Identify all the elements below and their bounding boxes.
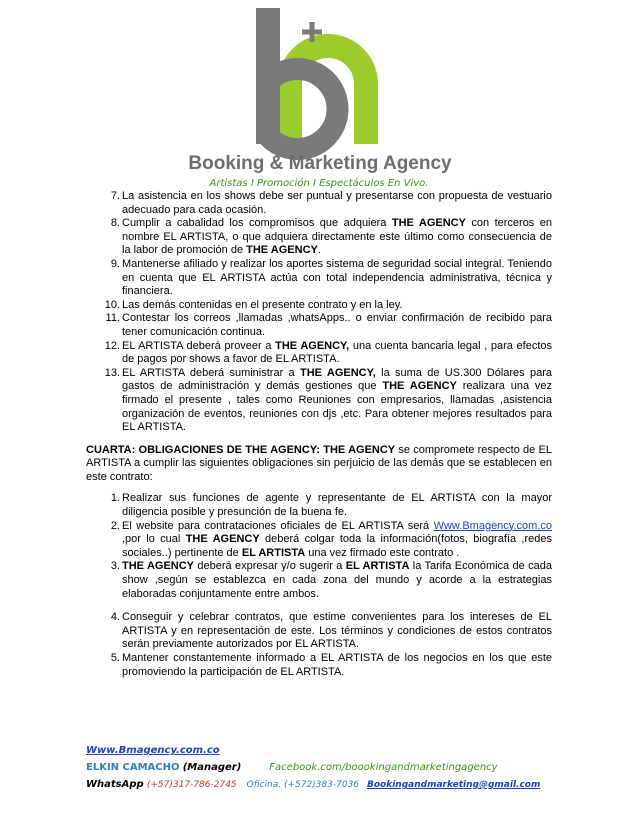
list-item-number: 13. <box>104 366 120 379</box>
footer-whatsapp-number: (+57)317-786-2745 <box>146 780 237 790</box>
list-item <box>86 652 552 679</box>
list-item <box>86 367 552 435</box>
list-item-text: deberá expresar y/o sugerir a <box>194 560 346 573</box>
list-item-number: 7. <box>110 190 120 202</box>
bm-logo-icon <box>170 6 470 176</box>
obligations-list-artist <box>86 190 552 435</box>
footer-line-1 <box>86 742 606 759</box>
list-item-text: EL ARTISTA deberá proveer a <box>122 339 276 352</box>
list-item-text: THE AGENCY <box>391 217 466 230</box>
list-item-text: El website para contrataciones oficiales de EL ARTISTA será <box>122 519 434 532</box>
list-item-text: THE AGENCY <box>185 533 260 546</box>
list-item-number: 11. <box>105 312 120 325</box>
footer-line-3 <box>86 776 606 794</box>
list-item-number: 1. <box>110 492 120 505</box>
list-item-text: Mantener constantemente informado a EL ARTISTA de los negocios en los que este promoviendo la participación de EL ARTISTA. <box>122 652 552 678</box>
list-item-text: la Tarifa Económica de cada show ,según se establezca en cada zona del mundo y acorde a la estrategias elaboradas conjuntamente entre ambos. <box>122 560 552 600</box>
list-item <box>86 217 552 258</box>
list-item-text: . <box>317 244 321 257</box>
list-item-text: una cuenta bancaria legal , para efectos de pagos por shows a favor de EL ARTISTA. <box>122 339 552 366</box>
list-item-text: La asistencia en los shows debe ser puntual y presentarse con propuesta de vestuario adecuado para cada ocasión. <box>122 190 552 216</box>
obligations-list-agency <box>86 492 552 679</box>
list-item-text: deberá colgar toda la información(fotos, biografía ,redes sociales..) pertinente de <box>122 533 552 559</box>
clause-cuarta-heading: CUARTA: OBLIGACIONES DE THE AGENCY: THE AGENCY <box>86 443 396 456</box>
website-link[interactable]: Www.Bmagency.com.co <box>433 519 552 532</box>
footer-email-link[interactable]: Bookingandmarketing@gmail.com <box>367 780 541 790</box>
brand-name: Booking & Marketing Agency <box>188 153 452 174</box>
footer-office-phone: Oficina. (+572)383-7036 <box>246 780 360 790</box>
list-item-number: 9. <box>110 257 120 270</box>
list-item-text: THE AGENCY <box>382 380 457 393</box>
list-item <box>86 611 552 652</box>
list-item-number: 5. <box>110 652 120 664</box>
footer-manager-name: ELKIN CAMACHO <box>86 762 180 773</box>
list-item-text: THE AGENCY <box>122 560 195 573</box>
list-item-text: con terceros en nombre EL ARTISTA, o que adquiera directamente este último como consecuencia de la labor de promoción de <box>122 217 552 257</box>
list-item <box>86 560 552 601</box>
list-item-number: 4. <box>110 611 120 624</box>
tagline: Artistas I Promoción I Espectáculos En Vivo. <box>209 178 429 189</box>
list-item <box>86 520 552 561</box>
list-item <box>86 340 552 367</box>
list-item-text: Conseguir y celebrar contratos, que estime convenientes para los intereses de EL ARTISTA y en representación de este. Los términos y condiciones de estos contratos serán previamente autorizados por EL ARTISTA. <box>122 611 552 651</box>
footer-whatsapp-label: WhatsApp <box>86 779 144 790</box>
clause-cuarta-text: se compromete respecto de EL ARTISTA a cumplir las siguientes obligaciones sin perjuicio de las demás que se establecen en este contrato: <box>86 443 552 483</box>
footer-manager-role: (Manager) <box>182 762 242 773</box>
list-item-text: ,por lo cual <box>122 533 186 546</box>
list-item <box>86 258 552 299</box>
list-item-text: EL ARTISTA <box>345 560 410 573</box>
footer-line-2 <box>86 759 606 776</box>
list-item-text: EL ARTISTA deberá suministrar a <box>122 366 300 379</box>
list-item-text: THE AGENCY, <box>300 366 376 379</box>
clause-cuarta <box>86 444 552 485</box>
list-item-text: realizara una vez firmado el presente , tales como Reuniones con empresarios, llamadas ,asistencia organización de eventos, reuniones con djs ,etc. Para obtener mejores resultados para EL ARTISTA. <box>122 380 553 434</box>
list-item-text: una vez firmado este contrato . <box>305 546 460 559</box>
list-item <box>86 299 552 313</box>
list-item <box>86 312 552 339</box>
list-item-text: Contestar los correos ,llamadas ,whatsApps.. o enviar confirmación de recibido para tener comunicación continua. <box>122 312 552 338</box>
list-item-text: Realizar sus funciones de agente y representante de EL ARTISTA con la mayor diligencia posible y presunción de la buena fe. <box>122 492 552 519</box>
contract-body <box>86 190 552 679</box>
footer-facebook-link[interactable]: Facebook.com/boookingandmarketingagency <box>269 762 498 773</box>
list-item-number: 2. <box>110 519 120 532</box>
list-item-number: 8. <box>110 217 120 230</box>
list-item-text: Las demás contenidas en el presente contrato y en la ley. <box>122 298 403 311</box>
list-item <box>86 190 552 217</box>
footer <box>86 742 606 794</box>
list-item-text: THE AGENCY, <box>275 339 350 352</box>
list-item-number: 3. <box>110 560 120 573</box>
list-item-number: 12. <box>104 339 120 352</box>
footer-website-link[interactable]: Www.Bmagency.com.co <box>86 745 220 756</box>
list-item <box>86 492 552 519</box>
list-item-text: THE AGENCY <box>246 244 318 257</box>
list-item-text: Cumplir a cabalidad los compromisos que adquiera <box>122 217 392 230</box>
agency-logo <box>170 6 470 176</box>
list-item-text: Mantenerse afiliado y realizar los aportes sistema de seguridad social integral. Teniendo en cuenta que EL ARTISTA actúa con total independencia administrativa, técnica y financiera. <box>122 257 552 298</box>
list-item-text: la suma de US.300 Dólares para gastos de administración y demás gestiones que <box>122 366 553 393</box>
list-item-number: 10. <box>104 298 120 311</box>
list-item-text: EL ARTISTA <box>241 546 306 559</box>
